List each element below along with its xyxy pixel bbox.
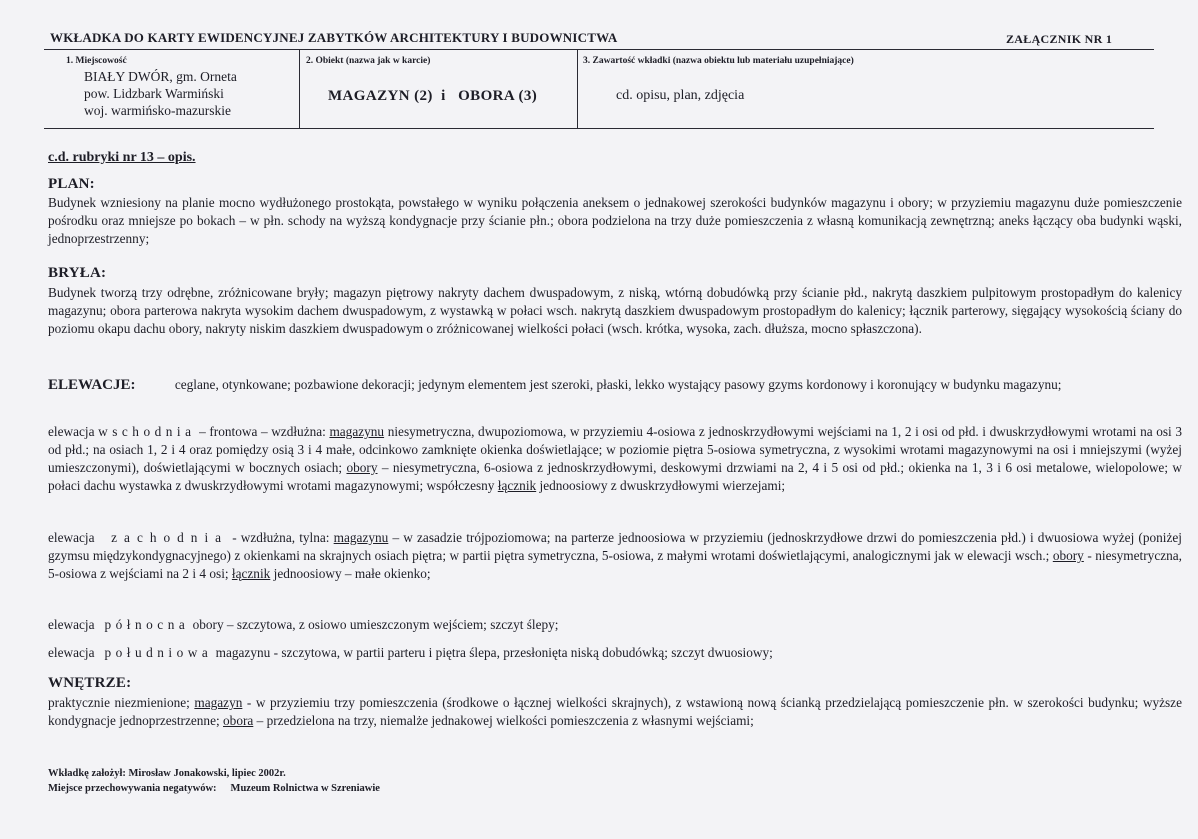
term-lacznik: łącznik: [497, 478, 537, 493]
elewacje-heading: ELEWACJE:: [48, 377, 136, 393]
wnetrze-part: praktycznie niezmienione;: [48, 695, 195, 710]
elevation-west-text: - wzdłużna, tylna:: [228, 530, 334, 545]
elevation-word: elewacja: [48, 530, 95, 545]
term-magazyn: magazynu: [329, 424, 385, 439]
elevation-south-name: południowa: [104, 645, 213, 660]
wnetrze-part: – przedzielona na trzy, niemalże jednakowej wielkości pomieszczenia z własnymi wejściami;: [253, 713, 754, 728]
elevation-east-text: – niesymetryczna, 6-osiowa z jednoskrzydłowymi, deskowymi drzwiami na 2, 4 i 5 osi od płd.; okienka na 1, 3 i 6 osi metalowe, wielopolowe; w połaci dachu wystawka z dwuskrzydłowymi wrotami magazynowymi; współczesny: [48, 460, 1182, 493]
footer-author: Wkładkę założył: Mirosław Jonakowski, lipiec 2002r.: [48, 768, 286, 779]
location-value: [84, 68, 237, 119]
elevation-east-text: jednoosiowy z dwuskrzydłowymi wierzejami;: [536, 478, 786, 493]
contents-value: cd. opisu, plan, zdjęcia: [616, 88, 745, 103]
term-obora: obora: [223, 713, 254, 728]
object-label: 2. Obiekt (nazwa jak w karcie): [306, 56, 431, 66]
term-obora: obory: [346, 460, 378, 475]
plan-text: Budynek wzniesiony na planie mocno wydłużonego prostokąta, powstałego w wyniku połączenia aneksem o jednakowej szerokości budynków magazynu i obory; w przyziemiu magazynu duże pomieszczenie pośrodku oraz mniejsze po bokach – w płn. schody na wyższą kondygnacje przy ścianie płn.; obora podzielona na trzy duże pomieszczenia z własną komunikacją zewnętrzną; aneks łączący oba budynki wąski, jednoprzestrzenny;: [48, 195, 1182, 246]
footer-negatives-value: Muzeum Rolnictwa w Szreniawie: [230, 783, 380, 794]
contents-label: 3. Zawartość wkładki (nazwa obiektu lub materiału uzupełniające): [583, 56, 854, 66]
location-label: 1. Miejscowość: [66, 56, 127, 66]
elevation-north: [48, 616, 1182, 634]
elevation-east-name: wschodnia: [98, 424, 196, 439]
header-table: [44, 49, 1154, 129]
elevation-east-text: niesymetryczna, dwupoziomowa, w przyziemiu 4-osiowa z jednoskrzydłowymi wejściami na 1, 2 i osi od płd. i dwuskrzydłowymi wrotami na osi 3 od płd.; na osiach 1, 2 i 4 oraz pomiędzy osią 3 i 4 małe, odcinkowo zamknięte okienka doświetlające; w poziomie piętra 5-osiowa symetryczna, z wysokimi wrotami magazynowymi na osi i mniejszymi (wyżej umieszczonymi), doświetlającymi w bocznych osiach;: [48, 424, 1182, 475]
elevation-east-text: – frontowa – wzdłużna:: [195, 424, 330, 439]
term-lacznik: łącznik: [231, 566, 271, 581]
elevation-west-text: - niesymetryczna, 5-osiowa z wejściami na 2 i 4 osi;: [48, 548, 1182, 581]
elewacje-intro: ceglane, otynkowane; pozbawione dekoracji; jedynym elementem jest szeroki, płaski, lekko wystający pasowy gzyms kordonowy i koronujący w budynku magazynu;: [174, 377, 1062, 392]
wnetrze-heading: WNĘTRZE:: [48, 675, 132, 691]
contents-cell: [578, 50, 1154, 128]
elevation-west: [48, 529, 1182, 583]
wnetrze-part: - w przyziemiu trzy pomieszczenia (środkowe o łącznej wielkości skrajnych), z wstawioną nową ścianką przedzielającą pomieszczenie płn. w szerokości budynku; wyższe kondygnacje jednoprzestrzenne;: [48, 695, 1182, 728]
elevation-word: elewacja: [48, 645, 95, 660]
elevation-south-text: magazynu - szczytowa, w partii parteru i piętra ślepa, przesłonięta niską dobudówką; szczyt dwuosiowy;: [212, 645, 773, 660]
bryla-heading: BRYŁA:: [48, 265, 107, 281]
elevation-north-name: północna: [104, 617, 190, 632]
elevation-word: elewacja: [48, 424, 95, 439]
bryla-text: Budynek tworzą trzy odrębne, zróżnicowane bryły; magazyn piętrowy nakryty dachem dwuspadowym, z niską, wtórną dobudówką przy ścianie płd., nakrytą daszkiem pulpitowym prostopadłym do kalenicy magazynu; obora parterowa nakryta wysokim dachem dwuspadowym, z wystawką w połaci wsch. nakrytą daszkiem dwuspadowym prostopadłym do kalenicy; łącznik parterowy, sięgający wysokością ściany do poziomu okapu dachu obory, nakryty niskim daszkiem dwuspadowym o zróżnicowanej wielkości połaci (wsch. krótka, wysoka, zach. dłuższa, mocno spłaszczona).: [48, 285, 1182, 336]
footer-negatives: [48, 783, 380, 794]
wnetrze-text: [48, 694, 1182, 730]
location-cell: [44, 50, 300, 128]
object-value: MAGAZYN (2) i OBORA (3): [328, 88, 538, 104]
elevation-word: elewacja: [48, 617, 95, 632]
location-line: pow. Lidzbark Warmiński: [84, 86, 224, 101]
elevation-west-text: – w zasadzie trójpoziomowa; na parterze jednoosiowa w przyziemiu (jednoskrzydłowe drzwi do pomieszczenia płd.) i dwuosiowa wyżej (poniżej gzymsu międzykondygnacyjnego) z okienkami na skrajnych osiach piętra; w partii piętra symetryczna, 5-osiowa, z małymi wrotami doświetlającymi, analogicznymi jak w elewacji wsch.;: [48, 530, 1182, 563]
elevation-north-text: obory – szczytowa, z osiowo umieszczonym wejściem; szczyt ślepy;: [189, 617, 559, 632]
elevation-west-name: zachodnia: [111, 530, 229, 545]
location-line: woj. warmińsko-mazurskie: [84, 103, 231, 118]
elevation-east: [48, 423, 1182, 495]
object-cell: [300, 50, 578, 128]
elevation-south: [48, 644, 1182, 662]
footer-negatives-label: Miejsce przechowywania negatywów:: [48, 783, 217, 794]
elevation-west-text: jednoosiowy – małe okienko;: [270, 566, 431, 581]
elewacje-paragraph: [48, 376, 1182, 394]
term-magazyn: magazyn: [194, 695, 243, 710]
annex-number: ZAŁĄCZNIK NR 1: [1006, 32, 1113, 46]
term-obora: obory: [1052, 548, 1084, 563]
plan-heading: PLAN:: [48, 176, 95, 192]
section-subtitle: c.d. rubryki nr 13 – opis.: [48, 150, 196, 165]
document-title: WKŁADKA DO KARTY EWIDENCYJNEJ ZABYTKÓW ARCHITEKTURY I BUDOWNICTWA: [50, 30, 618, 45]
location-line: BIAŁY DWÓR, gm. Orneta: [84, 69, 237, 84]
term-magazyn: magazynu: [333, 530, 389, 545]
